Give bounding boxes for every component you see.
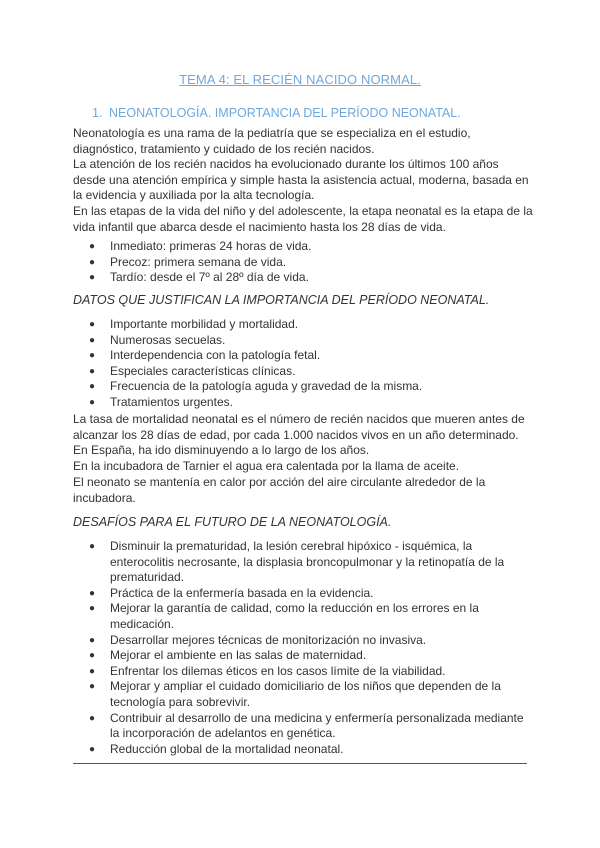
document-title: TEMA 4: EL RECIÉN NACIDO NORMAL. — [179, 72, 421, 87]
bullet-icon: ● — [89, 587, 96, 599]
list-item: ● Enfrentar los dilemas éticos en los casos límite de la viabilidad. — [89, 663, 446, 678]
bullet-icon: ● — [89, 650, 96, 662]
list-item: ● Tratamientos urgentes. — [89, 394, 233, 409]
bullet-icon: ● — [89, 634, 96, 646]
importance-heading: DATOS QUE JUSTIFICAN LA IMPORTANCIA DEL PERÍODO NEONATAL. — [73, 293, 490, 307]
section-number: 1. — [92, 106, 103, 120]
paragraph-tarnier: En la incubadora de Tarnier el agua era calentada por la llama de aceite. — [73, 459, 460, 473]
bullet-icon: ● — [89, 381, 96, 393]
bullet-icon: ● — [89, 603, 96, 615]
list-item: ● Desarrollar mejores técnicas de monitorización no invasiva. — [89, 632, 427, 647]
list-item: ● Numerosas secuelas. — [89, 332, 226, 347]
section-heading-text: NEONATOLOGÍA. IMPORTANCIA DEL PERÍODO NEONATAL. — [109, 106, 461, 120]
bullet-icon: ● — [89, 665, 96, 677]
list-item: ● Inmediato: primeras 24 horas de vida. — [89, 239, 312, 253]
bullet-icon: ● — [89, 334, 96, 346]
importance-list — [73, 317, 533, 411]
list-item: ● Mejorar y ampliar el cuidado domiciliario de los niños que dependen de la tecnología para sobrevivir. — [89, 679, 501, 709]
list-item: ● Disminuir la prematuridad, la lesión cerebral hipóxico - isquémica, la enterocolitis necrosante, la displasia broncopulmonar y la retinopatía de la prematuridad. — [89, 539, 505, 585]
list-item: ● Contribuir al desarrollo de una medicina y enfermería personalizada mediante la incorporación de adelantos en genética. — [89, 710, 524, 741]
bullet-icon: ● — [89, 241, 96, 252]
bullet-icon: ● — [89, 712, 96, 724]
bullet-icon: ● — [89, 350, 96, 362]
bullet-icon: ● — [89, 319, 96, 330]
bullet-icon: ● — [89, 256, 96, 268]
paragraph-definition: Neonatología es una rama de la pediatría que se especializa en el estudio, diagnóstico, tratamiento y cuidado de los recién nacidos. — [73, 126, 471, 156]
bullet-icon: ● — [89, 743, 96, 755]
list-item: ● Interdependencia con la patología fetal. — [89, 348, 321, 363]
list-item: ● Tardío: desde el 7º al 28º día de vida. — [89, 270, 309, 285]
list-item: ● Precoz: primera semana de vida. — [89, 254, 287, 269]
bullet-icon: ● — [89, 396, 96, 408]
bullet-icon: ● — [89, 272, 96, 284]
paragraph-incubator-air: El neonato se mantenía en calor por acción del aire circulante alrededor de la incubadora. — [73, 475, 486, 505]
paragraph-neonatal-stage: En las etapas de la vida del niño y del adolescente, la etapa neonatal es la etapa de la vida infantil que abarca desde el nacimiento hasta los 28 días de vida. — [73, 204, 533, 234]
horizontal-rule — [73, 763, 527, 764]
paragraph-mortality-rate: La tasa de mortalidad neonatal es el número de recién nacidos que mueren antes de alcanzar los 28 días de edad, por cada 1.000 nacidos vivos en un año determinado. En España, ha ido disminuyendo a lo largo de los años. — [73, 412, 525, 458]
bullet-icon: ● — [89, 541, 96, 552]
list-item: ● Frecuencia de la patología aguda y gravedad de la misma. — [89, 379, 423, 394]
bullet-icon: ● — [89, 681, 96, 693]
list-item: ● Mejorar la garantía de calidad, como la reducción en los errores en la medicación. — [89, 601, 479, 631]
list-item: ● Importante morbilidad y mortalidad. — [89, 317, 299, 331]
list-item: ● Reducción global de la mortalidad neonatal. — [89, 741, 344, 756]
bullet-icon: ● — [89, 365, 96, 377]
stages-list — [73, 239, 533, 286]
list-item: ● Mejorar el ambiente en las salas de maternidad. — [89, 648, 367, 663]
challenges-heading: DESAFÍOS PARA EL FUTURO DE LA NEONATOLOGÍA. — [73, 515, 392, 529]
paragraph-evolution: La atención de los recién nacidos ha evolucionado durante los últimos 100 años desde una atención empírica y simple hasta la asistencia actual, moderna, basada en la evidencia y auxiliada por la alta tecnología. — [73, 157, 529, 203]
list-item: ● Especiales características clínicas. — [89, 363, 296, 378]
list-item: ● Práctica de la enfermería basada en la evidencia. — [89, 585, 374, 600]
challenges-list — [73, 539, 533, 757]
